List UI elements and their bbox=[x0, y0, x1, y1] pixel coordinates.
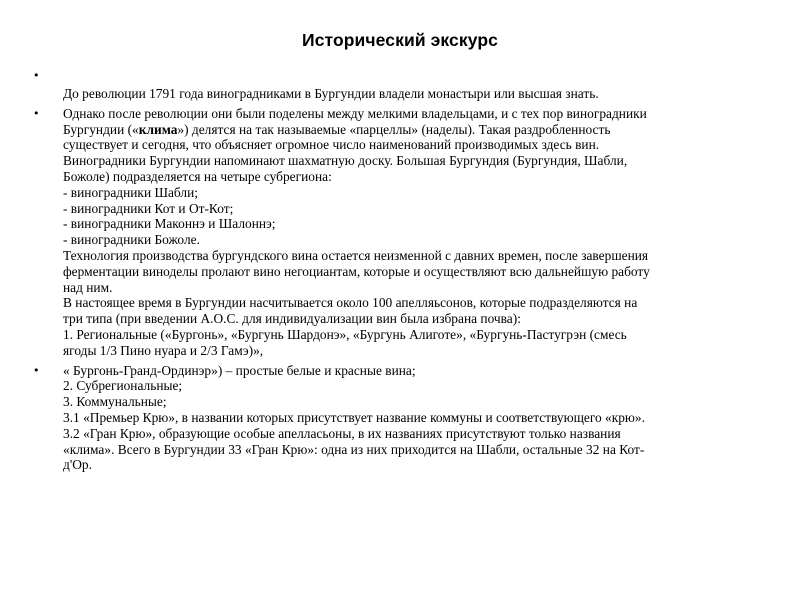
slide-title: Исторический экскурс bbox=[302, 30, 498, 50]
slide-body bbox=[30, 68, 760, 477]
text-line: д'Ор. bbox=[63, 457, 92, 473]
text-line: 3.1 «Премьер Крю», в названии которых присутствует название коммуны и соответствующего «крю». bbox=[63, 409, 645, 425]
text-line: Бургундии («клима») делятся на так называемые «парцеллы» (наделы). Такая раздробленность bbox=[63, 121, 611, 137]
bullet-item bbox=[30, 68, 760, 102]
bullet-icon: • bbox=[33, 363, 40, 377]
text-line: 3. Коммунальные; bbox=[63, 394, 167, 410]
bullet-icon: • bbox=[33, 69, 40, 82]
text-line: - виноградники Божоле. bbox=[63, 232, 200, 248]
text-line: « Бургонь-Гранд-Ординэр») – простые белые и красные вина; bbox=[63, 362, 416, 378]
text-line: До революции 1791 года виноградниками в Бургундии владели монастыри или высшая знать. bbox=[63, 86, 599, 101]
text-line: Божоле) подразделяется на четыре субрегиона: bbox=[63, 168, 332, 184]
bullet-item bbox=[30, 363, 760, 474]
text-line: Однако после революции они были поделены между мелкими владельцами, и с тех пор виноградники bbox=[63, 105, 647, 121]
text-line: В настоящее время в Бургундии насчитывается около 100 апелляьсонов, которые подразделяются на bbox=[63, 295, 638, 311]
text-line: над ним. bbox=[63, 279, 113, 295]
text-line: Виноградники Бургундии напоминают шахматную доску. Большая Бургундия (Бургундия, Шабли, bbox=[63, 153, 628, 169]
text-line: ферментации виноделы пролают вино негоциантам, которые и осуществляют всю дальнейшую работу bbox=[63, 263, 650, 279]
text-line: ягоды 1/3 Пино нуара и 2/3 Гамэ)», bbox=[63, 342, 264, 358]
text-line: - виноградники Шабли; bbox=[63, 184, 198, 200]
text-line: - виноградники Кот и От-Кот; bbox=[63, 200, 234, 216]
klima-term: клима bbox=[138, 121, 178, 137]
bullet-text bbox=[63, 68, 760, 102]
text-line: «клима». Всего в Бургундии 33 «Гран Крю»: одна из них приходится на Шабли, остальные 32 на Кот- bbox=[63, 441, 645, 457]
text-line: 3.2 «Гран Крю», образующие особые апелласьоны, в их названиях присутствуют только названия bbox=[63, 425, 621, 441]
text-line: 2. Субрегиональные; bbox=[63, 378, 183, 394]
text-line: - виноградники Маконнэ и Шалоннэ; bbox=[63, 216, 276, 232]
text-line: 1. Региональные («Бургонь», «Бургунь Шардонэ», «Бургунь Алиготе», «Бургунь-Пастугрэн (смесь bbox=[63, 326, 627, 342]
bullet-icon: • bbox=[33, 106, 40, 120]
bullet-item bbox=[30, 106, 760, 359]
text-line: существует и сегодня, что объясняет огромное число наименований производимых здесь вин. bbox=[63, 137, 600, 153]
text-line: три типа (при введении А.О.С. для индивидуализации вин была избрана почва): bbox=[63, 311, 521, 327]
text-line: Технология производства бургундского вина остается неизменной с давних времен, после завершения bbox=[63, 247, 649, 263]
